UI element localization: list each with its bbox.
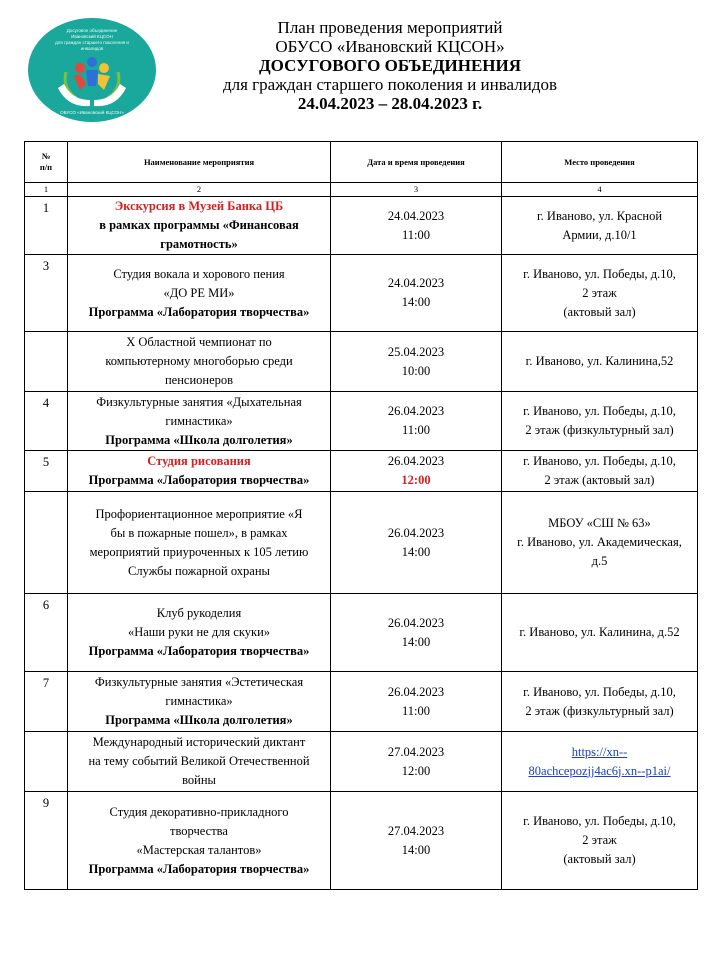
row-number xyxy=(25,492,68,594)
diktant-link[interactable]: https://xn-- 80achcepozjj4ac6j.xn--p1ai/ xyxy=(528,744,671,778)
col-number-4: 4 xyxy=(502,183,698,197)
organization-logo xyxy=(28,18,156,122)
event-date: 26.04.2023 11:00 xyxy=(331,392,502,451)
event-name: Студия вокала и хорового пения «ДО РЕ МИ» Программа «Лаборатория творчества» xyxy=(68,255,331,332)
logo-text-line1: Досуговое объединение xyxy=(66,28,118,33)
event-date: 24.04.2023 11:00 xyxy=(331,197,502,255)
event-place: г. Иваново, ул. Победы, д.10, 2 этаж (актовый зал) xyxy=(502,451,698,492)
event-place: г. Иваново, ул. Победы, д.10, 2 этаж (актовый зал) xyxy=(502,255,698,332)
row-number: 1 xyxy=(25,197,68,255)
column-numbering-row xyxy=(25,183,698,197)
col-header-date: Дата и время проведения xyxy=(331,142,502,183)
row-number: 7 xyxy=(25,672,68,732)
event-date: 25.04.2023 10:00 xyxy=(331,332,502,392)
event-place: г. Иваново, ул. Калинина,52 xyxy=(502,332,698,392)
table-row xyxy=(25,732,698,792)
header-audience: для граждан старшего поколения и инвалидов xyxy=(222,75,558,94)
table-row xyxy=(25,672,698,732)
header-association: ДОСУГОВОГО ОБЪЕДИНЕНИЯ xyxy=(258,56,522,75)
table-row xyxy=(25,492,698,594)
event-place xyxy=(502,732,698,792)
event-name: Студия декоративно-прикладного творчества «Мастерская талантов» Программа «Лаборатория творчества» xyxy=(68,792,331,890)
row-number xyxy=(25,332,68,392)
table-row xyxy=(25,594,698,672)
table-row xyxy=(25,451,698,492)
event-place: г. Иваново, ул. Победы, д.10, 2 этаж (физкультурный зал) xyxy=(502,672,698,732)
col-number-2: 2 xyxy=(68,183,331,197)
row-number: 9 xyxy=(25,792,68,890)
event-date: 26.04.2023 12:00 xyxy=(331,451,502,492)
event-name: Физкультурные занятия «Дыхательная гимнастика» Программа «Школа долголетия» xyxy=(68,392,331,451)
logo-bottom-text: ОБУСО «Ивановский КЦСОН» xyxy=(60,110,124,115)
event-place: МБОУ «СШ № 63» г. Иваново, ул. Академическая, д.5 xyxy=(502,492,698,594)
event-name: Экскурсия в Музей Банка ЦБ в рамках программы «Финансовая грамотность» xyxy=(68,197,331,255)
event-date: 27.04.2023 14:00 xyxy=(331,792,502,890)
row-number: 5 xyxy=(25,451,68,492)
table-row xyxy=(25,792,698,890)
header-title: План проведения мероприятий xyxy=(277,18,503,37)
table-row xyxy=(25,255,698,332)
table-row xyxy=(25,332,698,392)
header-period: 24.04.2023 – 28.04.2023 г. xyxy=(297,94,483,113)
event-name: Профориентационное мероприятие «Я бы в пожарные пошел», в рамках мероприятий приуроченных к 105 летию Службы пожарной охраны xyxy=(68,492,331,594)
row-number: 3 xyxy=(25,255,68,332)
col-number-3: 3 xyxy=(331,183,502,197)
events-table xyxy=(24,141,698,890)
event-name: Клуб рукоделия «Наши руки не для скуки» Программа «Лаборатория творчества» xyxy=(68,594,331,672)
col-header-name: Наименование мероприятия xyxy=(68,142,331,183)
table-header-row xyxy=(25,142,698,183)
row-number: 6 xyxy=(25,594,68,672)
event-name: Студия рисования Программа «Лаборатория творчества» xyxy=(68,451,331,492)
row-number xyxy=(25,732,68,792)
event-place: г. Иваново, ул. Красной Армии, д.10/1 xyxy=(502,197,698,255)
event-date: 24.04.2023 14:00 xyxy=(331,255,502,332)
document-header xyxy=(170,18,610,113)
event-date: 27.04.2023 12:00 xyxy=(331,732,502,792)
event-date: 26.04.2023 11:00 xyxy=(331,672,502,732)
header-organization: ОБУСО «Ивановский КЦСОН» xyxy=(275,37,505,56)
event-name: X Областной чемпионат по компьютерному многоборью среди пенсионеров xyxy=(68,332,331,392)
logo-text-line2: Ивановский КЦСОН xyxy=(71,34,113,39)
col-header-number: № п/п xyxy=(25,142,68,183)
event-place: г. Иваново, ул. Победы, д.10, 2 этаж (актовый зал) xyxy=(502,792,698,890)
col-header-place: Место проведения xyxy=(502,142,698,183)
event-date: 26.04.2023 14:00 xyxy=(331,492,502,594)
row-number: 4 xyxy=(25,392,68,451)
table-row xyxy=(25,392,698,451)
logo-text-line3: для граждан старшего поколения и инвалидов xyxy=(55,40,129,51)
event-date: 26.04.2023 14:00 xyxy=(331,594,502,672)
event-name: Физкультурные занятия «Эстетическая гимнастика» Программа «Школа долголетия» xyxy=(68,672,331,732)
event-name: Международный исторический диктант на тему событий Великой Отечественной войны xyxy=(68,732,331,792)
table-row xyxy=(25,197,698,255)
event-place: г. Иваново, ул. Победы, д.10, 2 этаж (физкультурный зал) xyxy=(502,392,698,451)
col-number-1: 1 xyxy=(25,183,68,197)
event-place: г. Иваново, ул. Калинина, д.52 xyxy=(502,594,698,672)
